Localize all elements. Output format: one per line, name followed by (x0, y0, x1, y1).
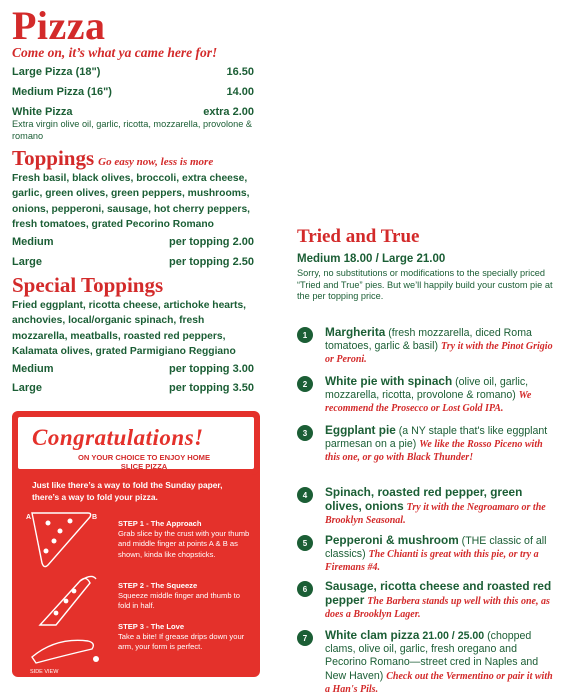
toppings-list: Fresh basil, black olives, broccoli, extra cheese, garlic, green olives, green peppers, mushrooms, onions, pepperoni, sausage, hot cherry peppers, fresh tomatoes, grated Pecorino Romano (12, 173, 251, 231)
wine-pairing: We recommend the Prosecco or Lost Gold IPA. (325, 390, 532, 415)
fold-step-3-title: STEP 3 - The Love (118, 622, 185, 631)
large-pizza-price: 16.50 (226, 66, 254, 78)
medium-pizza-label: Medium Pizza (16") (12, 86, 112, 98)
toppings-subtitle: Go easy now, less is more (98, 156, 214, 168)
fold-step-1-text: Grab slice by the crust with your thumb and middle finger at points A & B as shown, kinda like chopsticks. (118, 529, 250, 559)
large-pizza-label: Large Pizza (18") (12, 66, 101, 78)
item-price: 21.00 / 25.00 (419, 630, 485, 642)
toppings-large-row (12, 256, 254, 268)
toppings-title (12, 146, 213, 171)
fold-step-2 (118, 581, 253, 612)
white-pizza-price: extra 2.00 (203, 106, 254, 118)
item-name: Spinach, roasted red pepper, green olives, onions (325, 485, 523, 514)
special-large-label: Large (12, 382, 42, 394)
wine-pairing: Try it with the Pinot Grigio or Peroni. (325, 341, 553, 366)
item-number-badge: 3 (297, 425, 313, 441)
toppings-medium-label: Medium (12, 236, 54, 248)
toppings-medium-price: per topping 2.00 (169, 236, 254, 248)
item-number-badge: 4 (297, 487, 313, 503)
special-large-row (12, 382, 254, 394)
pizza-fold-step1-icon (26, 509, 106, 569)
pizza-section-title: Pizza (12, 3, 106, 48)
white-pizza-label: White Pizza (12, 106, 73, 118)
item-name: Pepperoni & mushroom (325, 533, 459, 547)
medium-pizza-row (12, 86, 254, 98)
item-number-badge: 1 (297, 327, 313, 343)
pizza-tagline: Come on, it’s what ya came here for! (12, 45, 218, 60)
pizza-fold-step3-icon (26, 619, 106, 675)
item-name: Eggplant pie (325, 423, 396, 437)
wine-pairing: The Barbera stands up well with this one, as does a Brooklyn Lager. (325, 596, 550, 621)
tried-and-true-desc: Sorry, no substitutions or modifications to the specially priced “Tried and True” pies. But we’ll happily build your custom pie at the per topping price. (297, 268, 553, 302)
wine-pairing: Check out the Vermentino or pair it with a Han's Pils. (325, 670, 553, 695)
congratulations-header (12, 411, 260, 475)
item-name: White clam pizza (325, 628, 420, 642)
item-name: Margherita (325, 325, 386, 339)
item-number-badge: 6 (297, 581, 313, 597)
wine-pairing: We like the Rosso Piceno with this one, or go with Black Thunder! (325, 439, 543, 464)
item-desc: (chopped clams, olive oil, garlic, fresh oregano and Pecorino Romano—street cred in Naples and New Haven) (325, 630, 539, 682)
item-number-badge: 2 (297, 376, 313, 392)
wine-pairing: The Chianti is great with this pie, or try a Firemans #4. (325, 549, 539, 574)
white-pizza-row (12, 106, 254, 118)
point-b-label: B (92, 514, 98, 521)
fold-step-2-title: STEP 2 - The Squeeze (118, 581, 198, 590)
fold-step-3 (118, 622, 253, 653)
tried-and-true-title: Tried and True (297, 226, 420, 247)
fold-intro: Just like there’s a way to fold the Sunday paper, there’s a way to fold your pizza. (32, 480, 223, 502)
item-desc: (olive oil, garlic, mozzarella, ricotta, provolone & romano) (325, 376, 529, 402)
special-toppings-title: Special Toppings (12, 273, 164, 297)
item-name: Sausage, ricotta cheese and roasted red pepper (325, 579, 552, 608)
item-desc: (THE classic of all classics) (325, 535, 547, 561)
large-pizza-row (12, 66, 254, 78)
special-medium-label: Medium (12, 363, 54, 375)
white-pizza-desc: Extra virgin olive oil, garlic, ricotta, mozzarella, provolone & romano (12, 119, 252, 141)
congratulations-box (12, 411, 260, 677)
item-desc: (fresh mozzarella, diced Roma tomatoes, garlic & basil) (325, 327, 532, 353)
item-name: White pie with spinach (325, 374, 453, 388)
item-desc: (a NY staple that's like eggplant parmesan on a pie) (325, 425, 548, 451)
toppings-medium-row (12, 236, 254, 248)
fold-step-2-text: Squeeze middle finger and thumb to fold in half. (118, 591, 241, 611)
wine-pairing: Try it with the Negroamaro or the Brooklyn Seasonal. (325, 502, 546, 527)
item-number-badge: 7 (297, 630, 313, 646)
medium-pizza-price: 14.00 (226, 86, 254, 98)
congratulations-title: Congratulations! (32, 425, 204, 450)
fold-step-1 (118, 519, 253, 560)
toppings-title-text: Toppings (12, 146, 95, 170)
item-number-badge: 5 (297, 535, 313, 551)
fold-step-3-text: Take a bite! If grease drips down your arm, your form is perfect. (118, 632, 245, 652)
toppings-large-price: per topping 2.50 (169, 256, 254, 268)
special-large-price: per topping 3.50 (169, 382, 254, 394)
special-medium-price: per topping 3.00 (169, 363, 254, 375)
congratulations-subtitle: ON YOUR CHOICE TO ENJOY HOME SLICE PIZZA (77, 453, 211, 471)
side-view-label: SIDE VIEW (30, 669, 59, 675)
toppings-large-label: Large (12, 256, 42, 268)
point-a-label: A (26, 514, 32, 521)
special-toppings-list: Fried eggplant, ricotta cheese, artichoke hearts, anchovies, local/organic spinach, fresh mozzarella, meatballs, roasted red peppers, Kalamata olives, grated Parmigiano Reggiano (12, 300, 247, 358)
fold-step-1-title: STEP 1 - The Approach (118, 519, 202, 528)
special-medium-row (12, 363, 254, 375)
tried-and-true-price: Medium 18.00 / Large 21.00 (297, 253, 446, 265)
